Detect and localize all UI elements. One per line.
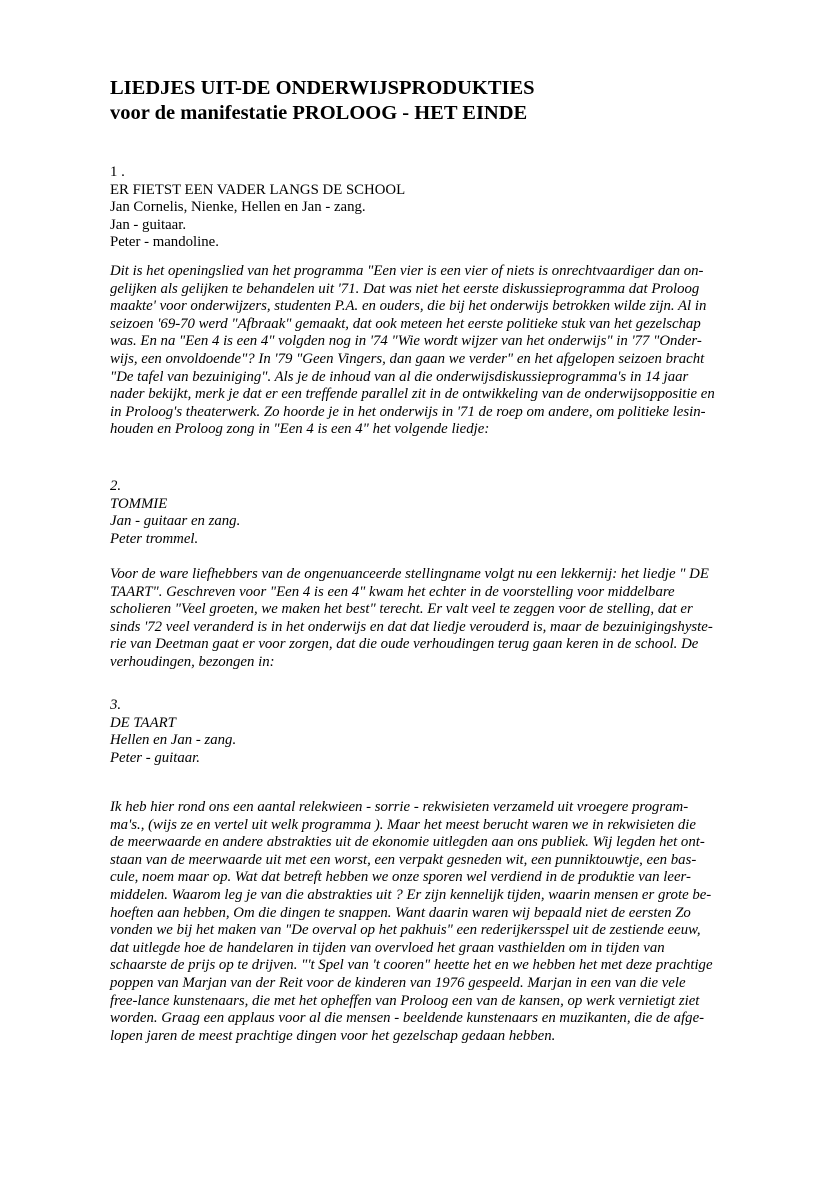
song-number: 1 .	[110, 164, 125, 180]
song-credit: Peter - guitaar.	[110, 749, 201, 766]
paragraph-line: middelen. Waarom leg je van die abstrakties uit ? Er zijn kennelijk tijden, waarin mensen er grote be-	[110, 886, 712, 903]
paragraph-line: nader bekijkt, merk je dat er een treffende parallel zit in de ontwikkeling van de onderwijsoppositie en	[110, 386, 715, 403]
paragraph-line: rie van Deetman gaat er voor zorgen, dat die oude verhoudingen terug gaan keren in de school. De	[110, 636, 699, 653]
paragraph-line: Voor de ware liefhebbers van de ongenuanceerde stellingname volgt nu een lekkernij: het liedje " DE	[110, 566, 709, 582]
paragraph-1	[110, 263, 715, 439]
paragraph-line: scholieren "Veel groeten, we maken het best" terecht. Er valt veel te zeggen voor de stelling, dat er	[110, 601, 693, 618]
paragraph-line: staan van de meerwaarde uit met een worst, een verpakt gesneden wit, een punniktouwtje, een bas-	[110, 851, 697, 868]
paragraph-line: lopen jaren de meest prachtige dingen voor het gezelschap gedaan hebben.	[110, 1027, 556, 1044]
paragraph-line: TAART". Geschreven voor "Een 4 is een 4" kwam het echter in de voorstelling voor middelbare	[110, 583, 675, 600]
paragraph-line: sinds '72 veel veranderd is in het onderwijs en dat dat liedje verouderd is, maar de bezuinigingshyste-	[110, 618, 713, 635]
document-title	[110, 76, 535, 126]
paragraph-line: gelijken als gelijken te behandelen uit '71. Dat was niet het eerste diskussieprogramma dat Proloog	[110, 280, 700, 297]
song-number: 3.	[110, 697, 122, 713]
song-credit: Jan - guitaar en zang.	[110, 513, 241, 530]
paragraph-line: ma's., (wijs ze en vertel uit welk programma ). Maar het meest berucht waren we in rekwisieten die	[110, 816, 696, 833]
song-credit: Jan - guitaar.	[110, 216, 187, 233]
paragraph-line: schaarste de prijs op te drijven. "'t Spel van 't cooren" heette het en we hebben het met deze prachtige	[110, 957, 713, 974]
paragraph-line: poppen van Marjan van der Reit voor de kinderen van 1976 gespeeld. Marjan in een van die vele	[110, 974, 686, 991]
paragraph-line: maakte' voor onderwijzers, studenten P.A. en ouders, die bij het onderwijs betrokken wilde zijn. Al in	[110, 298, 707, 315]
song-credit: Peter trommel.	[110, 530, 199, 547]
paragraph-line: "De tafel van bezuiniging". Als je de inhoud van al die onderwijsdiskussieprogramma's in 14 jaar	[110, 368, 689, 385]
song-title: ER FIETST EEN VADER LANGS DE SCHOOL	[110, 181, 406, 198]
paragraph-line: was. En na "Een 4 is een 4" volgden nog in '74 "Wie wordt wijzer van het onderwijs" in '77 "Onder-	[110, 333, 702, 350]
paragraph-line: dat uitlegde hoe de handelaren in tijden van overvloed het graan vasthielden om in tijden van	[110, 939, 665, 956]
paragraph-line: verhoudingen, bezongen in:	[110, 653, 275, 670]
paragraph-line: houden en Proloog zong in "Een 4 is een 4" het volgende liedje:	[110, 421, 490, 438]
song-number: 2.	[110, 478, 122, 494]
paragraph-line: wijs, een onvoldoende"? In '79 "Geen Vingers, dan gaan we verder" en het afgelopen seizoen bracht	[110, 350, 705, 367]
song-title: TOMMIE	[110, 495, 168, 512]
song-1	[110, 164, 405, 252]
song-2	[110, 478, 240, 548]
title-line-2: voor de manifestatie PROLOOG - HET EINDE	[110, 102, 528, 124]
song-credit: Hellen en Jan - zang.	[110, 732, 237, 749]
paragraph-line: free-lance kunstenaars, die met het opheffen van Proloog een van de kansen, op werk vernietigt ziet	[110, 992, 700, 1009]
paragraph-line: vonden we bij het maken van "De overval op het pakhuis" een rederijkersspel uit de zestiende eeuw,	[110, 922, 701, 939]
paragraph-line: worden. Graag een applaus voor al die mensen - beeldende kunstenaars en muzikanten, die de afge-	[110, 1010, 705, 1027]
paragraph-line: seizoen '69-70 werd "Afbraak" gemaakt, dat ook meteen het eerste politieke stuk van het gezelschap	[110, 315, 701, 332]
paragraph-3	[110, 799, 713, 1045]
song-3	[110, 697, 236, 767]
paragraph-line: Ik heb hier rond ons een aantal relekwieen - sorrie - rekwisieten verzameld uit vroegere program-	[110, 799, 689, 815]
paragraph-line: in Proloog's theaterwerk. Zo hoorde je in het onderwijs in '71 de roep om andere, om politieke lesin-	[110, 403, 706, 420]
paragraph-2	[110, 566, 713, 672]
paragraph-line: hoeften aan hebben, Om die dingen te snappen. Want daarin waren wij bepaald niet de eersten Zo	[110, 904, 691, 921]
song-credit: Jan Cornelis, Nienke, Hellen en Jan - zang.	[110, 199, 366, 216]
paragraph-line: de meerwaarde en andere abstrakties uit de ekonomie uitlegden aan ons publiek. Wij legden het ont-	[110, 834, 705, 851]
song-credit: Peter - mandoline.	[110, 234, 219, 251]
song-title: DE TAART	[110, 714, 176, 731]
paragraph-line: Dit is het openingslied van het programma "Een vier is een vier of niets is onrechtvaardiger dan on-	[110, 263, 704, 279]
title-line-1: LIEDJES UIT-DE ONDERWIJSPRODUKTIES	[110, 77, 535, 99]
paragraph-line: cule, noem maar op. Wat dat betreft hebben we onze sporen wel verdiend in de produktie van leer-	[110, 869, 691, 886]
